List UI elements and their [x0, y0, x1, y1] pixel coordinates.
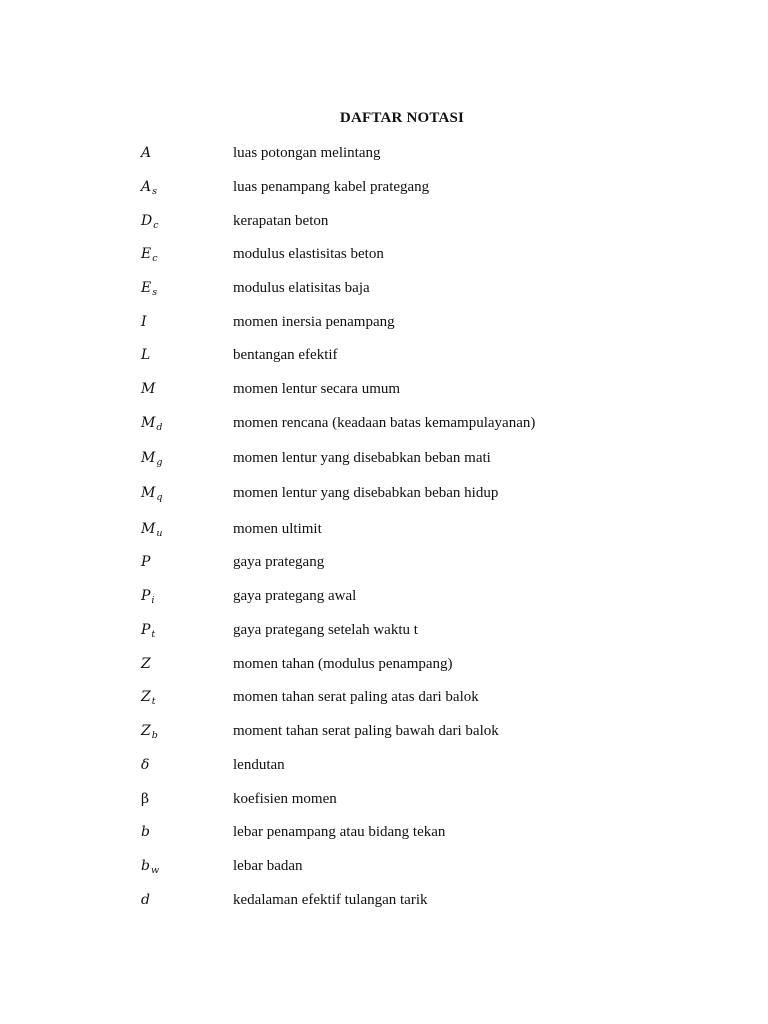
notation-definition: lebar badan	[233, 858, 303, 874]
notation-row	[0, 619, 768, 641]
notation-definition: kerapatan beton	[233, 213, 329, 229]
notation-definition: momen lentur yang disebabkan beban mati	[233, 450, 491, 466]
notation-row	[0, 482, 768, 504]
page-title: DAFTAR NOTASI	[339, 110, 465, 126]
notation-definition: momen lentur yang disebabkan beban hidup	[233, 485, 499, 501]
notation-row	[0, 754, 768, 776]
notation-symbol: $P_i$	[141, 588, 155, 606]
notation-row	[0, 720, 768, 742]
notation-symbol: $M_u$	[141, 521, 163, 539]
notation-row	[0, 412, 768, 434]
notation-symbol: d	[141, 892, 150, 908]
notation-row	[0, 585, 768, 607]
notation-symbol: M	[141, 381, 156, 397]
notation-symbol: δ	[141, 757, 150, 773]
notation-row	[0, 210, 768, 232]
notation-symbol: $Z_b$	[141, 723, 158, 741]
notation-definition: luas penampang kabel prategang	[233, 179, 430, 195]
notation-row	[0, 447, 768, 469]
notation-definition: momen lentur secara umum	[233, 381, 401, 397]
notation-definition: momen inersia penampang	[233, 314, 395, 330]
notation-symbol: b	[141, 824, 150, 840]
notation-definition: momen tahan (modulus penampang)	[233, 656, 453, 672]
notation-symbol: A	[141, 145, 152, 161]
notation-symbol: $M_g$	[141, 450, 163, 468]
notation-definition: momen ultimit	[233, 521, 322, 537]
notation-definition: momen tahan serat paling atas dari balok	[233, 689, 479, 705]
notation-definition: momen rencana (keadaan batas kemampulayanan)	[233, 415, 536, 431]
notation-row	[0, 344, 768, 366]
notation-definition: koefisien momen	[233, 791, 337, 807]
notation-definition: modulus elastisitas beton	[233, 246, 384, 262]
notation-symbol: $M_q$	[141, 485, 163, 503]
notation-definition: modulus elatisitas baja	[233, 280, 370, 296]
notation-definition: moment tahan serat paling bawah dari balok	[233, 723, 499, 739]
notation-symbol: $E_c$	[141, 246, 158, 264]
notation-row	[0, 686, 768, 708]
notation-symbol: Z	[141, 656, 151, 672]
notation-symbol: $A_s$	[141, 179, 158, 197]
notation-definition: lebar penampang atau bidang tekan	[233, 824, 446, 840]
notation-row	[0, 653, 768, 675]
notation-definition: kedalaman efektif tulangan tarik	[233, 892, 428, 908]
notation-row	[0, 378, 768, 400]
notation-row	[0, 176, 768, 198]
notation-row	[0, 311, 768, 333]
notation-row	[0, 277, 768, 299]
notation-definition: gaya prategang setelah waktu t	[233, 622, 418, 638]
notation-definition: gaya prategang awal	[233, 588, 357, 604]
notation-symbol: $Z_t$	[141, 689, 156, 707]
notation-row	[0, 788, 768, 810]
notation-row	[0, 551, 768, 573]
notation-row	[0, 518, 768, 540]
notation-symbol: β	[141, 791, 150, 807]
notation-definition: gaya prategang	[233, 554, 325, 570]
notation-symbol: $M_d$	[141, 415, 163, 433]
notation-symbol: I	[141, 314, 147, 330]
notation-symbol: $b_w$	[141, 858, 160, 876]
notation-row	[0, 142, 768, 164]
notation-definition: lendutan	[233, 757, 285, 773]
notation-symbol: L	[141, 347, 151, 363]
notation-symbol: P	[141, 554, 151, 570]
notation-row	[0, 821, 768, 843]
notation-row	[0, 855, 768, 877]
notation-symbol: $P_t$	[141, 622, 156, 640]
notation-definition: bentangan efektif	[233, 347, 338, 363]
notation-symbol: $E_s$	[141, 280, 158, 298]
notation-row	[0, 889, 768, 911]
notation-symbol: $D_c$	[141, 213, 159, 231]
notation-row	[0, 243, 768, 265]
notation-definition: luas potongan melintang	[233, 145, 381, 161]
